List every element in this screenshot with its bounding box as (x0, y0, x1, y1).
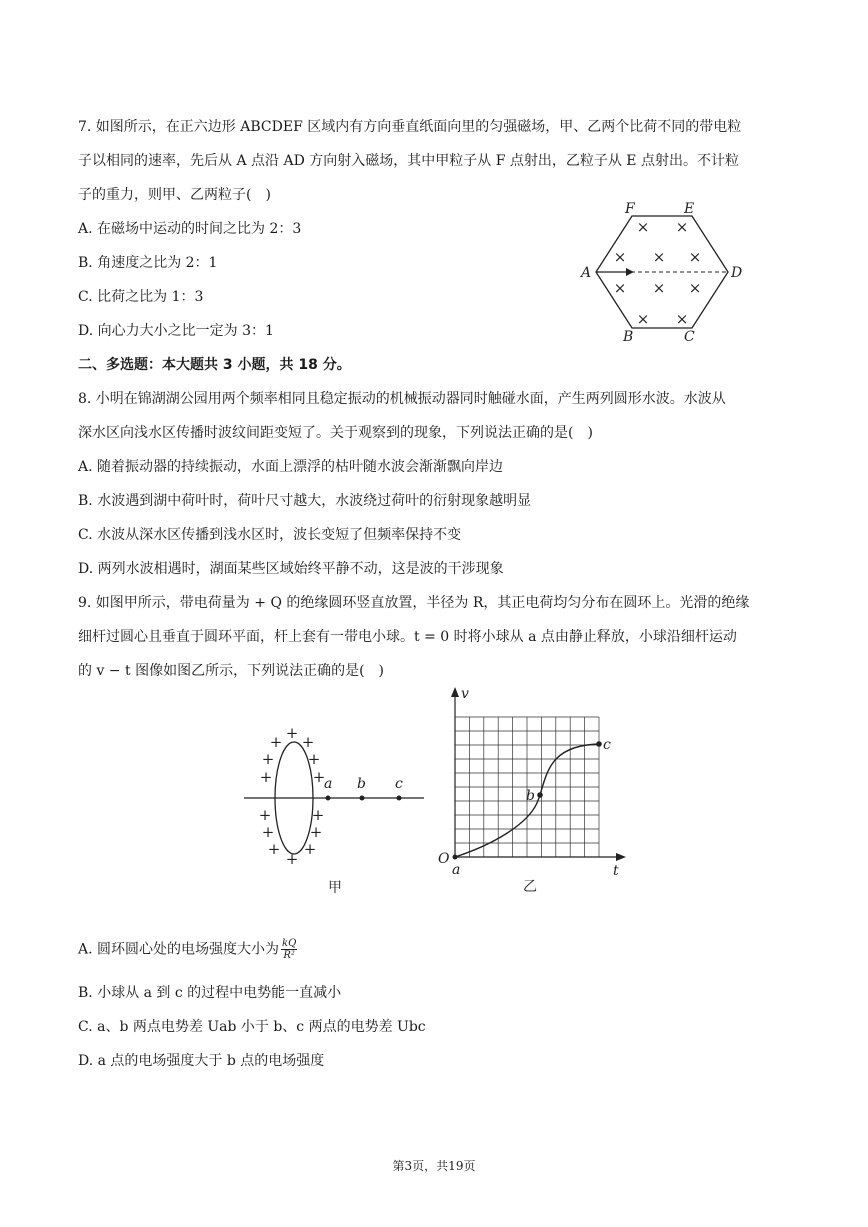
figure-caption-yi: 乙 (523, 879, 537, 895)
svg-text:+: + (259, 768, 273, 786)
q7-option-c: C. 比荷之比为 1：3 (78, 289, 204, 305)
svg-text:+: + (312, 768, 326, 786)
svg-text:×: × (636, 218, 650, 236)
label-b: b (357, 776, 366, 792)
vertex-label-f: F (625, 201, 635, 217)
q8-stem-line-1: 8. 小明在锦湖湖公园用两个频率相同且稳定振动的机械振动器同时触碰水面，产生两列圆形水波。水波从 (78, 391, 726, 407)
section-heading-multiple-choice: 二、多选题：本大题共 3 小题，共 18 分。 (78, 357, 351, 373)
svg-text:+: + (285, 850, 299, 868)
t-axis-arrow-icon (616, 853, 626, 861)
svg-text:×: × (652, 248, 666, 266)
vertex-label-a: A (581, 265, 592, 281)
v-axis-arrow-icon (451, 687, 459, 697)
hexagon-magnetic-field-figure (576, 198, 746, 346)
svg-text:×: × (652, 279, 666, 297)
q7-stem-line-1: 7. 如图所示，在正六边形 ABCDEF 区域内有方向垂直纸面向里的匀强磁场，甲、乙两个比荷不同的带电粒 (78, 119, 742, 135)
q7-option-d: D. 向心力大小之比一定为 3：1 (78, 323, 274, 339)
label-c: c (603, 737, 611, 753)
svg-text:×: × (688, 279, 702, 297)
positive-charge-marks (259, 724, 326, 868)
svg-text:+: + (307, 750, 321, 768)
q8-option-b: B. 水波遇到湖中荷叶时，荷叶尺寸越大，水波绕过荷叶的衍射现象越明显 (78, 493, 532, 509)
svg-text:+: + (285, 724, 299, 742)
svg-text:×: × (675, 218, 689, 236)
origin-point (453, 855, 458, 860)
svg-text:×: × (613, 279, 627, 297)
label-a: a (324, 776, 333, 792)
charged-ring-figure (240, 720, 430, 900)
svg-text:×: × (613, 248, 627, 266)
q7-option-b: B. 角速度之比为 2：1 (78, 255, 218, 271)
fraction (281, 938, 297, 961)
label-b: b (526, 788, 535, 804)
svg-text:+: + (269, 733, 283, 751)
q8-stem-line-2: 深水区向浅水区传播时波纹间距变短了。关于观察到的现象，下列说法正确的是( ) (78, 425, 593, 441)
svg-text:+: + (301, 733, 315, 751)
vertex-label-e: E (684, 201, 695, 217)
q9-option-b: B. 小球从 a 到 c 的过程中电势能一直减小 (78, 985, 342, 1001)
q9-stem-line-1: 9. 如图甲所示，带电荷量为 + Q 的绝缘圆环竖直放置，半径为 R，其正电荷均匀分布在圆环上。光滑的绝缘 (78, 595, 750, 611)
origin-label: O (438, 851, 450, 867)
q9-option-a (78, 938, 297, 961)
svg-text:+: + (258, 806, 272, 824)
q7-stem-line-2: 子以相同的速率，先后从 A 点沿 AD 方向射入磁场，其中甲粒子从 F 点射出，乙粒子从 E 点射出。不计粒 (78, 153, 739, 169)
point-c (397, 796, 402, 801)
svg-text:×: × (636, 310, 650, 328)
label-c: c (395, 776, 403, 792)
q7-option-a: A. 在磁场中运动的时间之比为 2：3 (78, 221, 302, 237)
vertex-label-b: B (623, 329, 634, 345)
q9-stem-line-3: 的 v − t 图像如图乙所示，下列说法正确的是( ) (78, 663, 384, 679)
q7-stem-line-3: 子的重力，则甲、乙两粒子( ) (78, 187, 271, 203)
axis-label-t: t (613, 863, 619, 879)
point-c (596, 741, 602, 747)
svg-text:+: + (261, 823, 275, 841)
figure-caption-jia: 甲 (328, 880, 342, 896)
vertex-label-d: D (731, 265, 743, 281)
axis-label-v: v (461, 686, 469, 702)
svg-text:+: + (309, 823, 323, 841)
v-t-graph-figure (432, 685, 632, 895)
q9-stem-line-2: 细杆过圆心且垂直于圆环平面，杆上套有一带电小球。t = 0 时将小球从 a 点由静止释放，小球沿细杆运动 (78, 629, 737, 645)
svg-text:+: + (311, 806, 325, 824)
q9-option-c: C. a、b 两点电势差 Uab 小于 b、c 两点的电势差 Ubc (78, 1019, 426, 1035)
graph-grid (455, 717, 599, 857)
point-b (360, 796, 365, 801)
q8-option-c: C. 水波从深水区传播到浅水区时，波长变短了但频率保持不变 (78, 527, 462, 543)
svg-text:+: + (303, 840, 317, 858)
page-number-footer: 第3页，共19页 (392, 1159, 476, 1173)
label-a: a (452, 862, 461, 878)
vertex-label-c: C (684, 329, 695, 345)
fraction-numerator: kQ (282, 938, 297, 949)
svg-text:×: × (688, 248, 702, 266)
fraction-denominator: R² (283, 950, 295, 961)
svg-text:+: + (267, 840, 281, 858)
point-a (326, 796, 331, 801)
q8-option-d: D. 两列水波相遇时，湖面某些区域始终平静不动，这是波的干涉现象 (78, 561, 504, 577)
q8-option-a: A. 随着振动器的持续振动，水面上漂浮的枯叶随水波会渐渐飘向岸边 (78, 459, 504, 475)
svg-text:+: + (261, 750, 275, 768)
point-b (537, 792, 543, 798)
q9-option-a-text: A. 圆环圆心处的电场强度大小为 (78, 941, 280, 958)
svg-text:×: × (675, 310, 689, 328)
q9-option-d: D. a 点的电场强度大于 b 点的电场强度 (78, 1053, 325, 1069)
